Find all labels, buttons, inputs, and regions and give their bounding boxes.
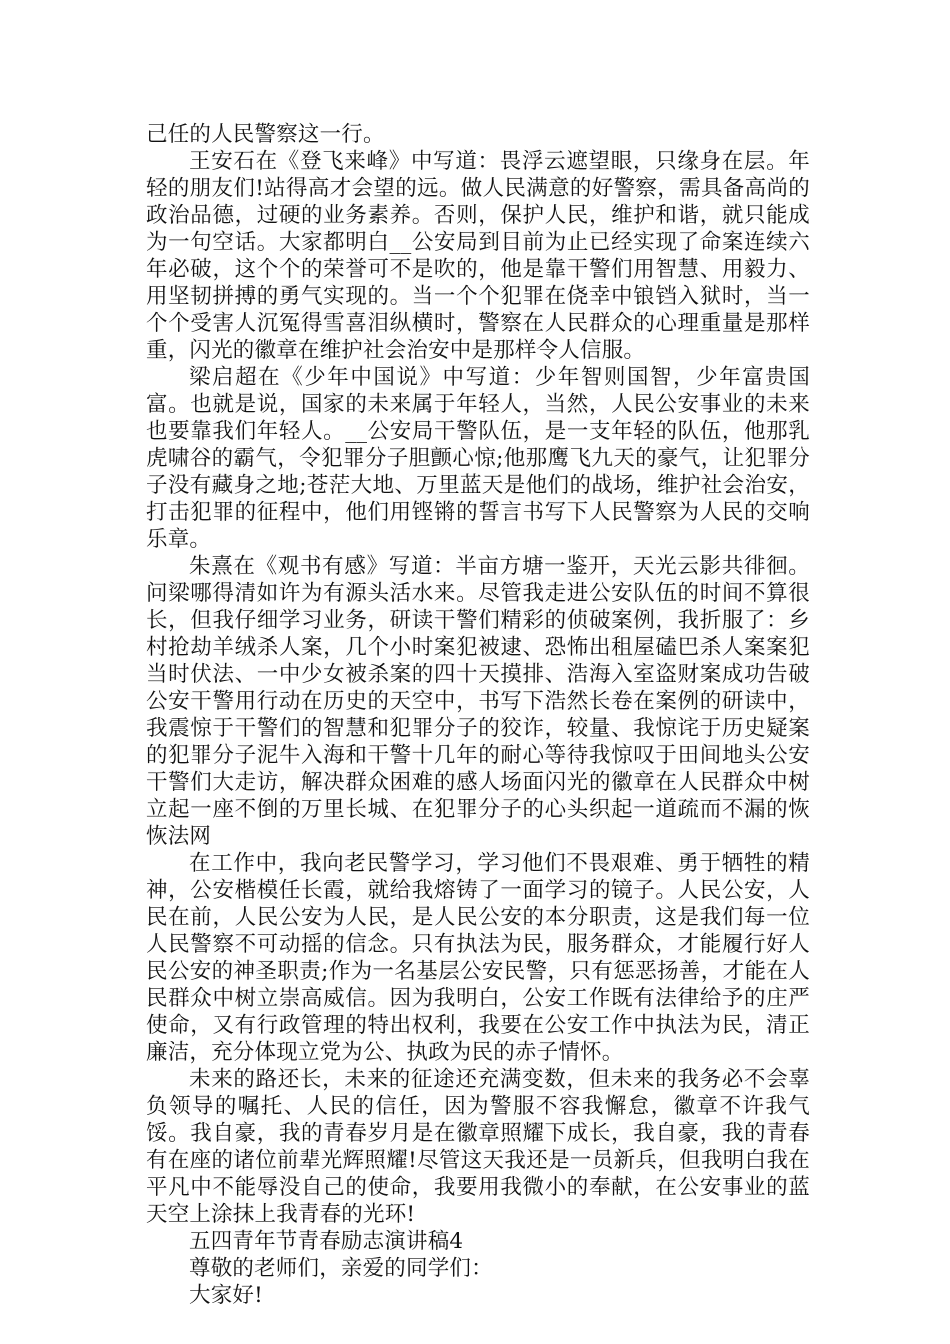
paragraph-work: 在工作中，我向老民警学习，学习他们不畏艰难、勇于牺牲的精神，公安楷模任长霞，就给我熔铸了一面学习的镜子。人民公安，人民在前，人民公安为人民，是人民公安的本分职责，这是我们每一位人民警察不可动摇的信念。只有执法为民，服务群众，才能履行好人民公安的神圣职责;作为一名基层公安民警，只有惩恶扬善，才能在人民群众中树立崇高威信。因为我明白，公安工作既有法律给予的庄严使命，又有行政管理的特出权利，我要在公安工作中执法为民，清正廉洁，充分体现立党为公、执政为民的赤子情怀。 xyxy=(146,851,810,1065)
paragraph-future: 未来的路还长，未来的征途还充满变数，但未来的我务必不会辜负领导的嘱托、人民的信任，因为警服不容我懈怠，徽章不许我气馁。我自豪，我的青春岁月是在徽章照耀下成长，我自豪，我的青春有在座的诸位前辈光辉照耀!尽管这天我还是一员新兵，但我明白我在平凡中不能辱没自己的使命，我要用我微小的奉献，在公安事业的蓝天空上涂抹上我青春的光环! xyxy=(146,1067,810,1227)
section-heading: 五四青年节青春励志演讲稿4 xyxy=(189,1229,464,1254)
paragraph-zhu-xi: 朱熹在《观书有感》写道：半亩方塘一鉴开，天光云影共徘徊。问梁哪得清如许为有源头活水来。尽管我走进公安队伍的时间不算很长，但我仔细学习业务，研读干警们精彩的侦破案例，我折服了：乡村抢劫羊绒杀人案，几个小时案犯被逮、恐怖出租屋磕巴杀人案案犯当时伏法、一中少女被杀案的四十天摸排、浩海入室盗财案成功告破公安干警用行动在历史的天空中，书写下浩然长卷在案例的研读中，我震惊于干警们的智慧和犯罪分子的狡诈，较量、我惊诧于历史疑案的犯罪分子泥牛入海和干警十几年的耐心等待我惊叹于田间地头公安干警们大走访，解决群众困难的感人场面闪光的徽章在人民群众中树立起一座不倒的万里长城、在犯罪分子的心头织起一道疏而不漏的恢恢法网 xyxy=(146,554,810,849)
paragraph-liang-qichao: 梁启超在《少年中国说》中写道：少年智则国智，少年富贵国富。也就是说，国家的未来属于年轻人，当然，人民公安事业的未来也要靠我们年轻人。__公安局干警队伍，是一支年轻的队伍，他那乳虎啸谷的霸气，令犯罪分子胆颤心惊;他那鹰飞九天的豪气，让犯罪分子没有藏身之地;苍茫大地、万里蓝天是他们的战场，维护社会治安，打击犯罪的征程中，他们用铿锵的誓言书写下人民警察为人民的交响乐章。 xyxy=(146,365,810,552)
salutation: 尊敬的老师们，亲爱的同学们： xyxy=(189,1256,493,1281)
paragraph-continuation: 己任的人民警察这一行。 xyxy=(146,122,385,147)
greeting: 大家好! xyxy=(189,1283,263,1308)
paragraph-wang-anshi: 王安石在《登飞来峰》中写道：畏浮云遮望眼，只缘身在层。年轻的朋友们!站得高才会望的远。做人民满意的好警察，需具备高尚的政治品德，过硬的业务素养。否则，保护人民，维护和谐，就只能成为一句空话。大家都明白__公安局到目前为止已经实现了命案连续六年必破，这个个的荣誉可不是吹的，他是靠干警们用智慧、用毅力、用坚韧拼搏的勇气实现的。当一个个犯罪在侥幸中锒铛入狱时，当一个个受害人沉冤得雪喜泪纵横时，警察在人民群众的心理重量是那样重，闪光的徽章在维护社会治安中是那样令人信服。 xyxy=(146,149,810,363)
document-page xyxy=(146,121,810,1309)
